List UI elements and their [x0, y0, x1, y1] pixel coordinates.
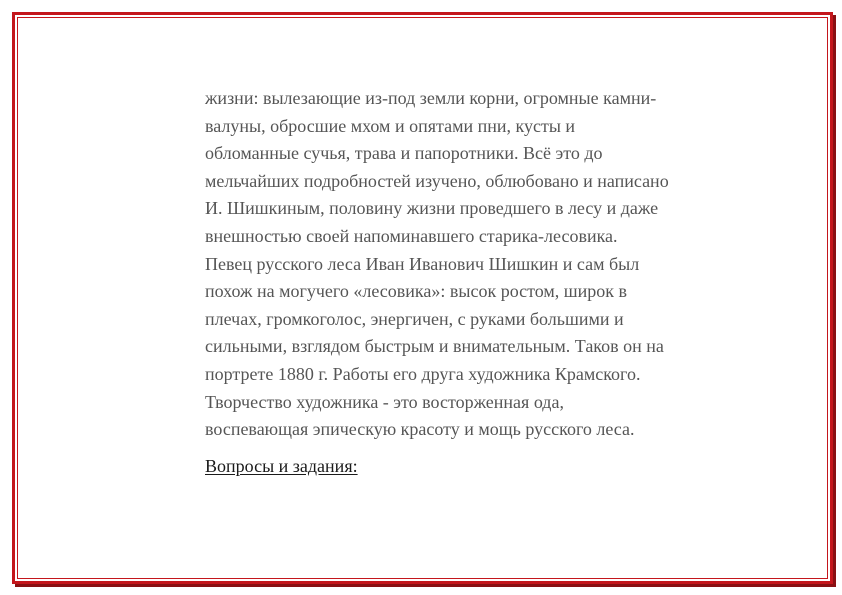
paragraph-line: внешностью своей напоминавшего старика-лесовика. — [205, 225, 618, 246]
paragraph-line: сильными, взглядом быстрым и внимательным. Таков он на — [205, 336, 664, 357]
slide-content — [205, 85, 745, 480]
paragraph-line: обломанные сучья, трава и папоротники. Всё это до — [205, 143, 603, 164]
paragraph-line: Певец русского леса Иван Иванович Шишкин и сам был — [205, 253, 640, 274]
paragraph-line: воспевающая эпическую красоту и мощь русского леса. — [205, 419, 635, 440]
questions-heading: Вопросы и задания: — [205, 455, 358, 476]
paragraph-line: плечах, громкоголос, энергичен, с руками большими и — [205, 308, 624, 329]
paragraph-line: похож на могучего «лесовика»: высок ростом, широк в — [205, 281, 628, 302]
paragraph-line: И. Шишкиным, половину жизни проведшего в лесу и даже — [205, 198, 659, 219]
paragraph-line: валуны, обросшие мхом и опятами пни, кусты и — [205, 115, 576, 136]
paragraph-line: жизни: вылезающие из-под земли корни, огромные камни- — [205, 88, 657, 108]
paragraph-line: Творчество художника - это восторженная ода, — [205, 391, 564, 412]
body-paragraph — [205, 85, 745, 444]
paragraph-line: мельчайших подробностей изучено, облюбовано и написано — [205, 170, 669, 191]
paragraph-line: портрете 1880 г. Работы его друга художника Крамского. — [205, 363, 641, 384]
